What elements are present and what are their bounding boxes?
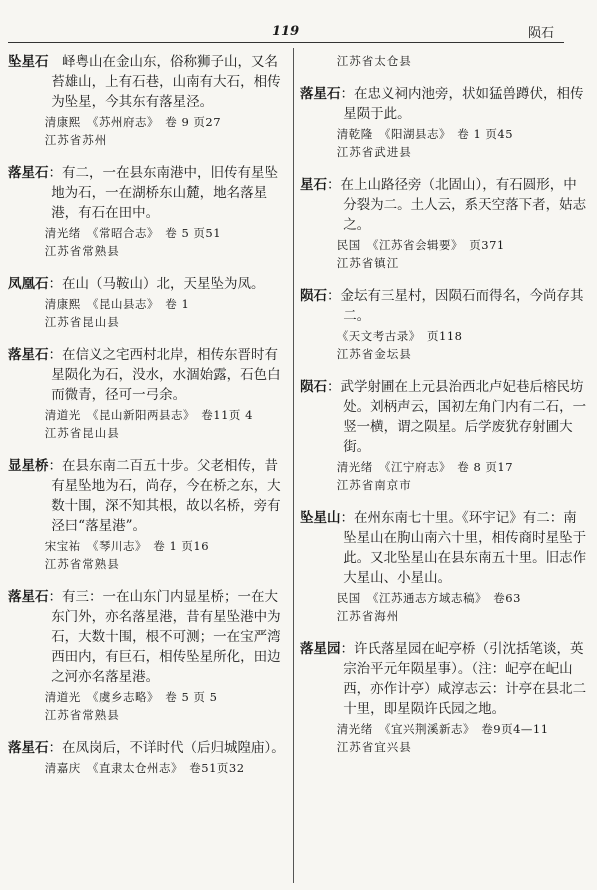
entry-term: 显星桥: [8, 458, 49, 474]
entry: [300, 84, 590, 161]
right-column: [300, 52, 590, 770]
entry-text: [8, 738, 286, 758]
entry-text: [300, 377, 590, 457]
entry-location: 江苏省武进县: [336, 145, 412, 159]
entry-source: 清嘉庆 《直隶太仓州志》 卷51页32: [44, 761, 245, 775]
page-number: 119: [272, 24, 300, 39]
entry-source: 民国 《江苏通志方域志稿》 卷63: [336, 591, 521, 605]
entry-text: [300, 286, 590, 326]
entry-body: ：在上山路径旁（北固山），有石圆形，中分裂为二。土人云，系天空落下者，姑志之。: [327, 177, 587, 233]
entry-source: 清光绪 《常昭合志》 卷 5 页51: [44, 226, 222, 240]
entry-source: 民国 《江苏省会辑要》 页371: [336, 238, 505, 252]
entry: [8, 738, 286, 777]
left-column: [8, 52, 286, 791]
entry-location: 江苏省苏州: [44, 133, 108, 147]
entry-term: 落星石: [8, 740, 49, 756]
entry-term: 星石: [300, 177, 327, 193]
entry: [8, 587, 286, 724]
entry-location: 江苏省镇江: [336, 256, 400, 270]
entry-body: ：许氏落星园在屺亭桥（引沈括笔谈，英宗治平元年陨星事）。（注：屺亭在屺山西，亦作计亭）咸淳志云：计亭在县北二十里，即星陨许氏园之地。: [340, 641, 587, 717]
entry-source: 清光绪 《江宁府志》 卷 8 页17: [336, 460, 514, 474]
entry-body: ：在县东南二百五十步。父老相传，昔有星坠地为石，尚存，今在桥之东，大数十围，深不知其根，故以名桥，旁有泾曰“落星港”。: [48, 458, 281, 534]
entry: [300, 175, 590, 272]
entry-source: 清康熙 《昆山县志》 卷 1: [44, 297, 190, 311]
entry-body: ：在凤岗后，不详时代（后归城隍庙）。: [48, 740, 285, 756]
entry: [300, 508, 590, 625]
entry-term: 落星园: [300, 641, 341, 657]
entry-source: 宋宝祐 《琴川志》 卷 1 页16: [44, 539, 210, 553]
entry-term: 坠星石: [8, 54, 49, 70]
running-head: 陨石: [528, 26, 555, 41]
entry-term: 落星石: [8, 165, 49, 181]
entry-text: [300, 84, 590, 124]
entry-source: 清道光 《虞乡志略》 卷 5 页 5: [44, 690, 218, 704]
entry: [8, 345, 286, 442]
entry-location: 江苏省南京市: [336, 478, 412, 492]
entry-source: 清乾隆 《阳湖县志》 卷 1 页45: [336, 127, 514, 141]
entry-term: 落星石: [8, 347, 49, 363]
entry-term: 陨石: [300, 379, 327, 395]
entry-text: [8, 456, 286, 536]
entry-location: 江苏省昆山县: [44, 315, 120, 329]
entry: [300, 286, 590, 363]
entry-source: 清康熙 《苏州府志》 卷 9 页27: [44, 115, 222, 129]
carried-over-entry: [300, 52, 590, 70]
entry: [300, 639, 590, 756]
entry-text: [8, 345, 286, 405]
entry-text: [300, 508, 590, 588]
entry-text: [8, 274, 286, 294]
entry-location: 江苏省金坛县: [336, 347, 412, 361]
entry-body: ：在州东南七十里。《环宇记》有二：南坠星山在朐山南六十里，相传商时星坠于此。又北坠星山在县东南五十里。旧志作大星山、小星山。: [340, 510, 587, 586]
entry-body: ：在山（马鞍山）北，天星坠为凤。: [48, 276, 265, 292]
entry: [8, 274, 286, 331]
entry-location: 江苏省海州: [336, 609, 400, 623]
entry-location: 江苏省太仓县: [336, 54, 412, 68]
header-rule: [8, 42, 564, 43]
entry-text: [8, 587, 286, 687]
entry-body: ：有三：一在山东门内显星桥；一在大东门外，亦名落星港，昔有星坠港中为石，大数十围，根不可测；一在宝严湾西田内，有巨石，相传坠星所化，田边之河亦名落星港。: [48, 589, 281, 685]
entry: [8, 456, 286, 573]
entry: [300, 377, 590, 494]
entry-text: [300, 639, 590, 719]
page-header: [0, 0, 597, 44]
entry-text: [8, 52, 286, 112]
entry-location: 江苏省昆山县: [44, 426, 120, 440]
entry-text: [300, 175, 590, 235]
entry-term: 陨石: [300, 288, 327, 304]
column-divider: [293, 48, 294, 883]
entry-location: 江苏省常熟县: [44, 244, 120, 258]
entry-text: [8, 163, 286, 223]
entry-body: ：有二，一在县东南港中，旧传有星坠地为石，一在湖桥东山麓，地名落星港，有石在田中。: [48, 165, 278, 221]
entry-source: 清光绪 《宜兴荆溪新志》 卷9页4—11: [336, 722, 549, 736]
entry-term: 坠星山: [300, 510, 341, 526]
entry-body: 峄粤山在金山东，俗称狮子山，又名苔雄山，上有石巷，山南有大石，相传为坠星，今其东有落星泾。: [48, 54, 281, 110]
entry-location: 江苏省宜兴县: [336, 740, 412, 754]
entry-location: 江苏省常熟县: [44, 557, 120, 571]
entry-term: 落星石: [8, 589, 49, 605]
entry-term: 凤凰石: [8, 276, 49, 292]
entry-source: 清道光 《昆山新阳两县志》 卷11页 4: [44, 408, 253, 422]
entry-body: ：在信义之宅西村北岸，相传东晋时有星陨化为石，没水，水涸始露，石色白而微青，径可一弓余。: [48, 347, 281, 403]
entry-body: ：武学射圃在上元县治西北卢妃巷后榕民坊处。刘柄声云，国初左角门内有二石，一竖一横，谓之陨星。后学废犹存射圃大街。: [327, 379, 587, 455]
entry-body: ：金坛有三星村，因陨石而得名，今尚存其二。: [327, 288, 584, 324]
entry-body: ：在忠义祠内池旁，状如猛兽蹲伏，相传星陨于此。: [340, 86, 584, 122]
entry: [8, 163, 286, 260]
entry: [8, 52, 286, 149]
entry-term: 落星石: [300, 86, 341, 102]
entry-source: 《天文考古录》 页118: [336, 329, 463, 343]
entry-location: 江苏省常熟县: [44, 708, 120, 722]
